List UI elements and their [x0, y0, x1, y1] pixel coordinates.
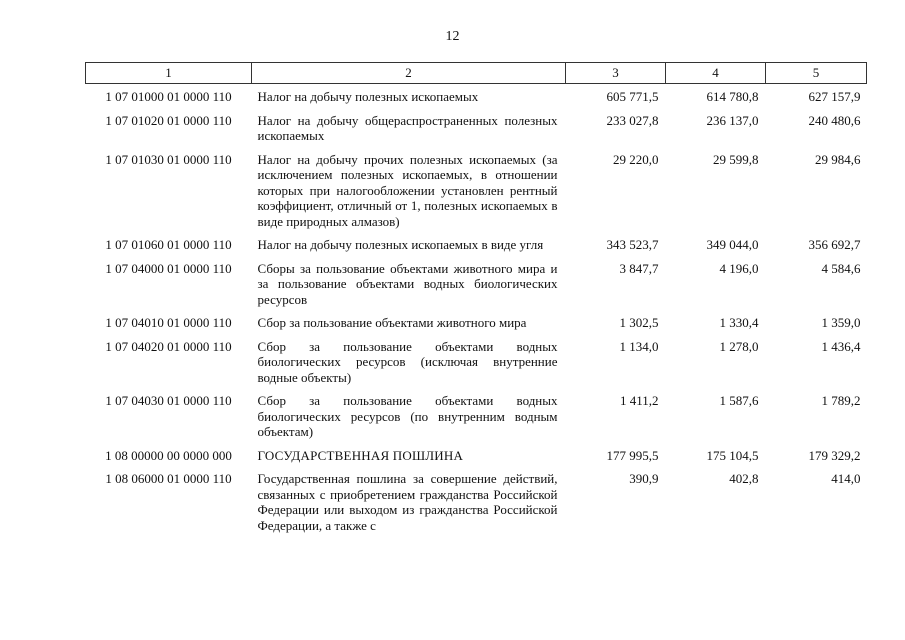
table-row [86, 258, 867, 313]
revenue-code: 1 08 06000 01 0000 110 [105, 471, 232, 486]
amount-col-5: 29 984,6 [815, 151, 861, 167]
revenue-name: Государственная пошлина за совершение действий, связанных с приобретением гражданства Российской Федерации или выходом из гражданства Российской Федерации, а также с [257, 471, 558, 533]
budget-revenue-table [85, 62, 867, 538]
table-row [86, 234, 867, 258]
table-row [86, 445, 867, 469]
revenue-name: Сбор за пользование объектами водных биологических ресурсов (по внутренним водным объектам) [257, 393, 558, 439]
amount-col-3: 3 847,7 [619, 260, 659, 276]
amount-col-3: 1 134,0 [619, 338, 659, 354]
column-header-year-2: 4 [666, 63, 766, 84]
column-header-year-1: 3 [566, 63, 666, 84]
revenue-name: Налог на добычу прочих полезных ископаемых (за исключением полезных ископаемых, в отношении которых при налогообложении установлен рентный коэффициент, отличный от 1, полезных ископаемых в виде природных алмазов) [257, 151, 558, 229]
table-row [86, 84, 867, 110]
table-row [86, 468, 867, 538]
revenue-code: 1 07 01060 01 0000 110 [105, 237, 232, 252]
amount-col-3: 390,9 [629, 471, 659, 486]
amount-col-5: 1 359,0 [821, 315, 861, 330]
revenue-code: 1 08 00000 00 0000 000 [105, 447, 232, 463]
page-number: 12 [445, 29, 460, 44]
revenue-name: Налог на добычу полезных ископаемых [257, 89, 479, 104]
amount-col-4: 175 104,5 [706, 447, 759, 463]
revenue-name: Сбор за пользование объектами животного мира [257, 315, 527, 330]
amount-col-5: 1 789,2 [821, 393, 861, 408]
column-header-year-3: 5 [766, 63, 867, 84]
table-row [86, 390, 867, 445]
amount-col-5: 356 692,7 [808, 237, 861, 252]
amount-col-5: 240 480,6 [808, 112, 861, 128]
amount-col-4: 29 599,8 [713, 151, 759, 167]
amount-col-3: 233 027,8 [606, 112, 659, 128]
amount-col-3: 605 771,5 [606, 89, 659, 104]
amount-col-4: 236 137,0 [706, 112, 759, 128]
revenue-code: 1 07 04000 01 0000 110 [105, 260, 232, 276]
revenue-code: 1 07 04030 01 0000 110 [105, 393, 232, 408]
table-row [86, 312, 867, 336]
amount-col-4: 4 196,0 [719, 260, 759, 276]
revenue-name: Сбор за пользование объектами водных биологических ресурсов (исключая внутренние водные объекты) [257, 338, 558, 385]
amount-col-3: 1 302,5 [619, 315, 659, 330]
revenue-code: 1 07 04020 01 0000 110 [105, 338, 232, 354]
revenue-name: Налог на добычу полезных ископаемых в виде угля [257, 237, 544, 252]
table-row [86, 336, 867, 391]
amount-col-4: 1 330,4 [719, 315, 759, 330]
amount-col-5: 179 329,2 [808, 447, 861, 463]
amount-col-4: 614 780,8 [706, 89, 759, 104]
column-header-code: 1 [86, 63, 252, 84]
table-row [86, 149, 867, 235]
revenue-code: 1 07 01020 01 0000 110 [105, 112, 232, 128]
amount-col-4: 349 044,0 [706, 237, 759, 252]
table-header-row [86, 63, 867, 84]
amount-col-5: 627 157,9 [808, 89, 861, 104]
amount-col-3: 29 220,0 [613, 151, 659, 167]
amount-col-3: 1 411,2 [619, 393, 659, 408]
amount-col-5: 414,0 [831, 471, 861, 486]
amount-col-3: 343 523,7 [606, 237, 659, 252]
revenue-name: ГОСУДАРСТВЕННАЯ ПОШЛИНА [257, 447, 464, 463]
amount-col-4: 402,8 [729, 471, 759, 486]
revenue-name: Сборы за пользование объектами животного мира и за пользование объектами водных биологических ресурсов [257, 260, 558, 307]
revenue-code: 1 07 01030 01 0000 110 [105, 151, 232, 167]
amount-col-4: 1 278,0 [719, 338, 759, 354]
revenue-code: 1 07 01000 01 0000 110 [105, 89, 232, 104]
amount-col-4: 1 587,6 [719, 393, 759, 408]
amount-col-5: 1 436,4 [821, 338, 861, 354]
amount-col-5: 4 584,6 [821, 260, 861, 276]
revenue-code: 1 07 04010 01 0000 110 [105, 315, 232, 330]
column-header-name: 2 [252, 63, 566, 84]
amount-col-3: 177 995,5 [606, 447, 659, 463]
table-row [86, 110, 867, 149]
revenue-name: Налог на добычу общераспространенных полезных ископаемых [257, 112, 558, 143]
